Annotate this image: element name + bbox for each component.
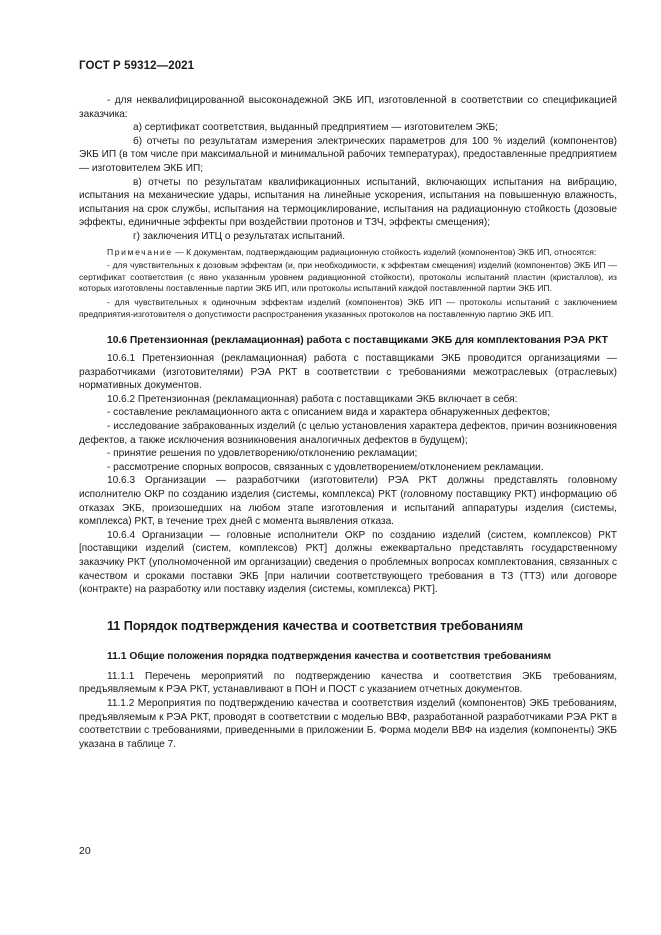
paragraph-11-1-1: 11.1.1 Перечень мероприятий по подтверждению качества и соответствия ЭКБ требованиям, предъявляемым к РЭА РКТ, устанавливают в ПОН и ПОСТ с указанием отчетных документов. — [79, 670, 617, 696]
note-text: — К документам, подтверждающим радиационную стойкость изделий (компонентов) ЭКБ ИП, относятся: — [172, 246, 597, 257]
paragraph-10-6-3: 10.6.3 Организации — разработчики (изготовители) РЭА РКТ должны представлять головному исполнителю ОКР по созданию изделия (системы, комплекса) РКТ (головному поставщику РКТ) информацию об отказах ЭКБ, произошедших на любом этапе изготовления и испытаний аппаратуры изделия (системы, комплекса) РКТ, в течение трех дней с момента выявления отказа. — [79, 475, 617, 528]
section-heading-11-1: 11.1 Общие положения порядка подтверждения качества и соответствия требованиям — [107, 650, 552, 662]
list-item: - исследование забракованных изделий (с целью установления характера дефектов, причин возникновения дефектов, а также исключения возникновения аналогичных дефектов в будущем); — [79, 421, 617, 446]
paragraph-subitem-d: г) заключения ИТЦ о результатах испытаний. — [133, 230, 346, 242]
section-heading-10-6: 10.6 Претензионная (рекламационная) работа с поставщиками ЭКБ для комплектования РЭА РКТ — [107, 335, 608, 347]
page-number: 20 — [79, 845, 91, 857]
paragraph-11-1-2: 11.1.2 Мероприятия по подтверждению качества и соответствия изделий (компонентов) ЭКБ требованиям, предъявляемым к РЭА РКТ, проводят в соответствии с моделью ВВФ, разработанной разработчиками РЭА РКТ в соответствии с требованиями, приведенными в приложении Б. Форма модели ВВФ на изделия (компоненты) ЭКБ указана в таблице 7. — [79, 697, 617, 750]
list-item: - рассмотрение спорных вопросов, связанных с удовлетворением/отклонением рекламации. — [107, 461, 544, 473]
paragraph-list-item: - для неквалифицированной высоконадежной ЭКБ ИП, изготовленной в соответствии со спецификацией заказчика: — [79, 95, 617, 120]
note-item: - для чувствительных к дозовым эффектам (и, при необходимости, к эффектам смещения) изделий (компонентов) ЭКБ ИП — сертификат соответствия (с явно указанным уровнем радиационной стойкости), протоколы испытаний пластин (кристаллов), из которых изготовлены поставленные партии ЭКБ ИП, или протоколы испытаний каждой поставленной партии ЭКБ ИП. — [79, 260, 617, 294]
chapter-heading-11: 11 Порядок подтверждения качества и соответствия требованиям — [107, 618, 524, 633]
paragraph-subitem-b: б) отчеты по результатам измерения электрических параметров для 100 % изделий (компонентов) ЭКБ ИП (в том числе при максимальной и минимальной рабочих температурах), предоставленные предприятием — изготовителем ЭКБ ИП; — [79, 135, 617, 174]
page-body — [79, 94, 617, 751]
list-item: - составление рекламационного акта с описанием вида и характера обнаруженных дефектов; — [107, 407, 551, 419]
paragraph-subitem-a: а) сертификат соответствия, выданный предприятием — изготовителем ЭКБ; — [133, 122, 498, 134]
note-item: - для чувствительных к одиночным эффектам изделий (компонентов) ЭКБ ИП — протоколы испытаний с заключением предприятия-изготовителя о допустимости распространения указанных протоколов на поставленную партию ЭКБ ИП. — [79, 296, 617, 319]
paragraph-10-6-2: 10.6.2 Претензионная (рекламационная) работа с поставщиками ЭКБ включает в себя: — [107, 393, 518, 405]
document-header: ГОСТ Р 59312—2021 — [79, 60, 195, 72]
paragraph-10-6-1: 10.6.1 Претензионная (рекламационная) работа с поставщиками ЭКБ проводится организациями — разработчиками (изготовителями) РЭА РКТ в соответствии с требованиями межотраслевых (отраслевых) нормативных документов. — [79, 353, 617, 392]
paragraph-subitem-c: в) отчеты по результатам квалификационных испытаний, включающих испытания на вибрацию, испытания на механические удары, испытания на линейные ускорения, испытания на повышенную влажность, испытания на срок службы, испытания на термоциклирование, испытания на радиационную стойкость (дозовые эффекты, единичные эффекты при воздействии протонов и ТЗЧ, эффекты смещения); — [79, 176, 617, 229]
note-label: Примечание — [107, 246, 173, 257]
paragraph-10-6-4: 10.6.4 Организации — головные исполнители ОКР по созданию изделий (систем, комплексов) РКТ [поставщики изделий (систем, комплексов) РКТ] должны ежеквартально представлять государственному заказчику РКТ (уполномоченной им организации) сведения о проблемных вопросах комплектования, связанных с качеством и сроками поставки ЭКБ [при наличии соответствующего требования в ТЗ (ТТЗ) или договоре (контракте) на разработку или поставку изделия (системы, комплекса) РКТ]. — [79, 529, 617, 596]
note-paragraph — [79, 247, 617, 259]
list-item: - принятие решения по удовлетворению/отклонению рекламации; — [107, 448, 418, 460]
